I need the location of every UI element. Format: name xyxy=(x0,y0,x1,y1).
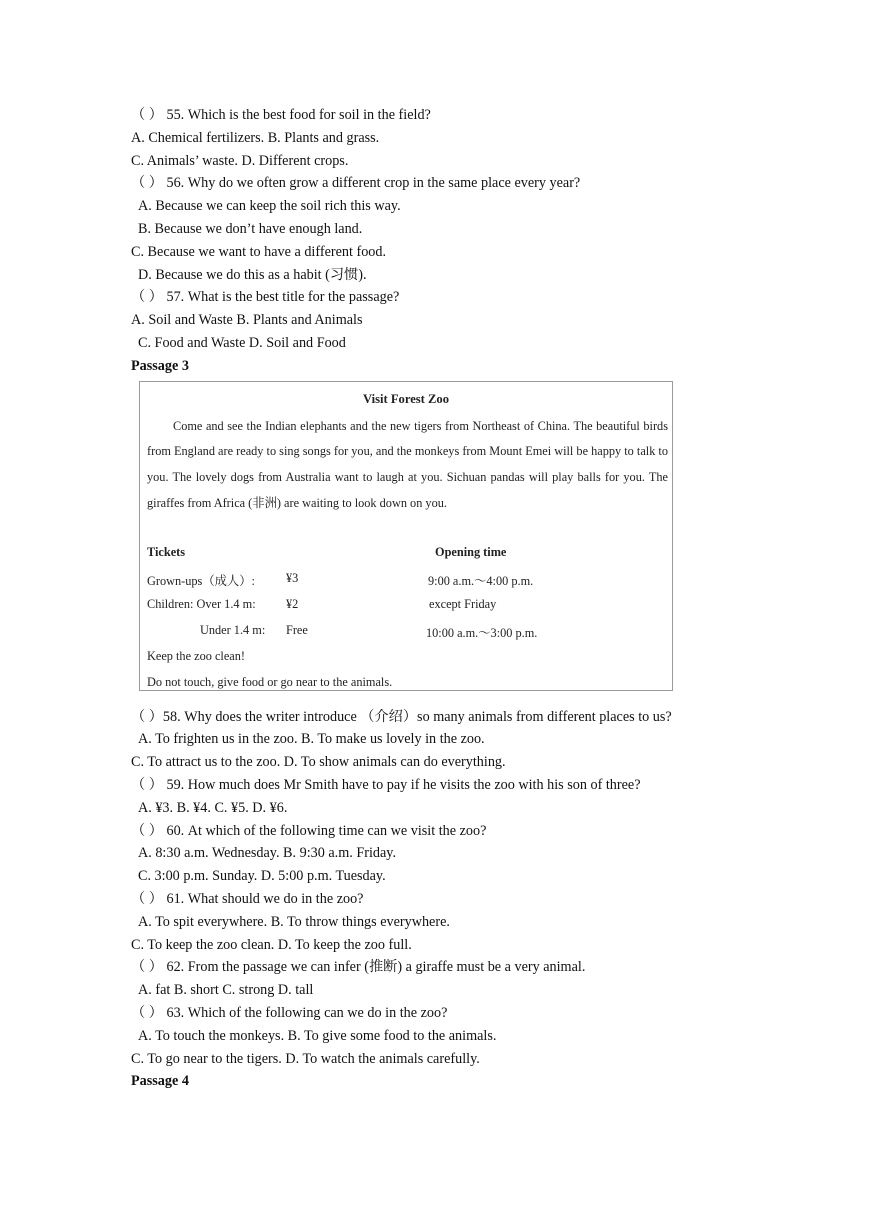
question-55-stem: （ ） 55. Which is the best food for soil in the field? xyxy=(131,107,431,123)
question-58-options-ab: A. To frighten us in the zoo. B. To make us lovely in the zoo. xyxy=(138,731,485,748)
document-page xyxy=(131,104,771,1093)
question-57-options-cd: C. Food and Waste D. Soil and Food xyxy=(138,334,346,351)
question-55-options-ab: A. Chemical fertilizers. B. Plants and grass. xyxy=(131,129,380,146)
passage-4-heading: Passage 4 xyxy=(131,1073,189,1090)
question-59-options: A. ¥3. B. ¥4. C. ¥5. D. ¥6. xyxy=(138,799,288,816)
question-61-options-ab: A. To spit everywhere. B. To throw things everywhere. xyxy=(138,913,450,930)
question-55-options-cd: C. Animals’ waste. D. Different crops. xyxy=(131,152,349,169)
grownups-label: Grown-ups（成人）: xyxy=(147,573,255,588)
grownups-price: ¥3 xyxy=(286,570,299,585)
question-56-option-c: C. Because we want to have a different food. xyxy=(131,243,387,260)
question-56-option-a: A. Because we can keep the soil rich this way. xyxy=(138,198,401,215)
opening-time-except: except Friday xyxy=(429,596,497,611)
question-56-stem: （ ） 56. Why do we often grow a different crop in the same place every year? xyxy=(131,175,581,192)
question-62-stem: （ ） 62. From the passage we can infer (推断) a giraffe must be a very animal. xyxy=(131,959,586,976)
rule-do-not-touch: Do not touch, give food or go near to the animals. xyxy=(147,674,393,689)
question-57-options-ab: A. Soil and Waste B. Plants and Animals xyxy=(131,312,363,329)
opening-time-2: 10:00 a.m.～3:00 p.m. xyxy=(426,625,538,640)
question-56-option-b: B. Because we don’t have enough land. xyxy=(138,220,363,237)
question-60-options-ab: A. 8:30 a.m. Wednesday. B. 9:30 a.m. Friday. xyxy=(138,845,397,862)
children-over-price: ¥2 xyxy=(286,596,299,611)
grownups-row xyxy=(147,571,255,589)
zoo-notice-box xyxy=(139,381,673,691)
question-60-options-cd: C. 3:00 p.m. Sunday. D. 5:00 p.m. Tuesday. xyxy=(138,868,386,885)
question-56-option-d: D. Because we do this as a habit (习惯). xyxy=(138,266,367,283)
question-61-stem: （ ） 61. What should we do in the zoo? xyxy=(131,890,364,907)
question-61-options-cd: C. To keep the zoo clean. D. To keep the zoo full. xyxy=(131,936,412,953)
question-63-options-ab: A. To touch the monkeys. B. To give some food to the animals. xyxy=(138,1027,497,1044)
tickets-label: Tickets xyxy=(147,544,186,559)
question-62-options: A. fat B. short C. strong D. tall xyxy=(138,982,314,999)
children-over-label: Children: Over 1.4 m: xyxy=(147,596,256,611)
passage-3-heading: Passage 3 xyxy=(131,357,189,374)
rule-keep-clean: Keep the zoo clean! xyxy=(147,648,245,663)
question-57-stem: （ ） 57. What is the best title for the passage? xyxy=(131,289,400,306)
question-58-options-cd: C. To attract us to the zoo. D. To show animals can do everything. xyxy=(131,754,506,771)
question-59-stem: （ ） 59. How much does Mr Smith have to pay if he visits the zoo with his son of three? xyxy=(131,776,641,793)
notice-title: Visit Forest Zoo xyxy=(362,391,450,406)
children-under-label: Under 1.4 m: xyxy=(200,622,266,637)
question-60-stem: （ ） 60. At which of the following time can we visit the zoo? xyxy=(131,822,487,839)
question-58-stem: （ ）58. Why does the writer introduce （介绍）so many animals from different places to us? xyxy=(131,708,672,725)
opening-time-1: 9:00 a.m.～4:00 p.m. xyxy=(428,573,534,588)
children-under-price: Free xyxy=(286,622,308,637)
notice-body: Come and see the Indian elephants and the new tigers from Northeast of China. The beautiful birds from England are ready to sing songs for you, and the monkeys from Mount Emei will be happy to talk to you. The lovely dogs from Australia want to laugh at you. Sichuan pandas will play balls for you. The giraffes from Africa (非洲) are waiting to look down on you. xyxy=(147,418,668,510)
opening-time-label: Opening time xyxy=(435,544,507,559)
question-63-stem: （ ） 63. Which of the following can we do in the zoo? xyxy=(131,1004,448,1021)
question-63-options-cd: C. To go near to the tigers. D. To watch the animals carefully. xyxy=(131,1050,480,1067)
